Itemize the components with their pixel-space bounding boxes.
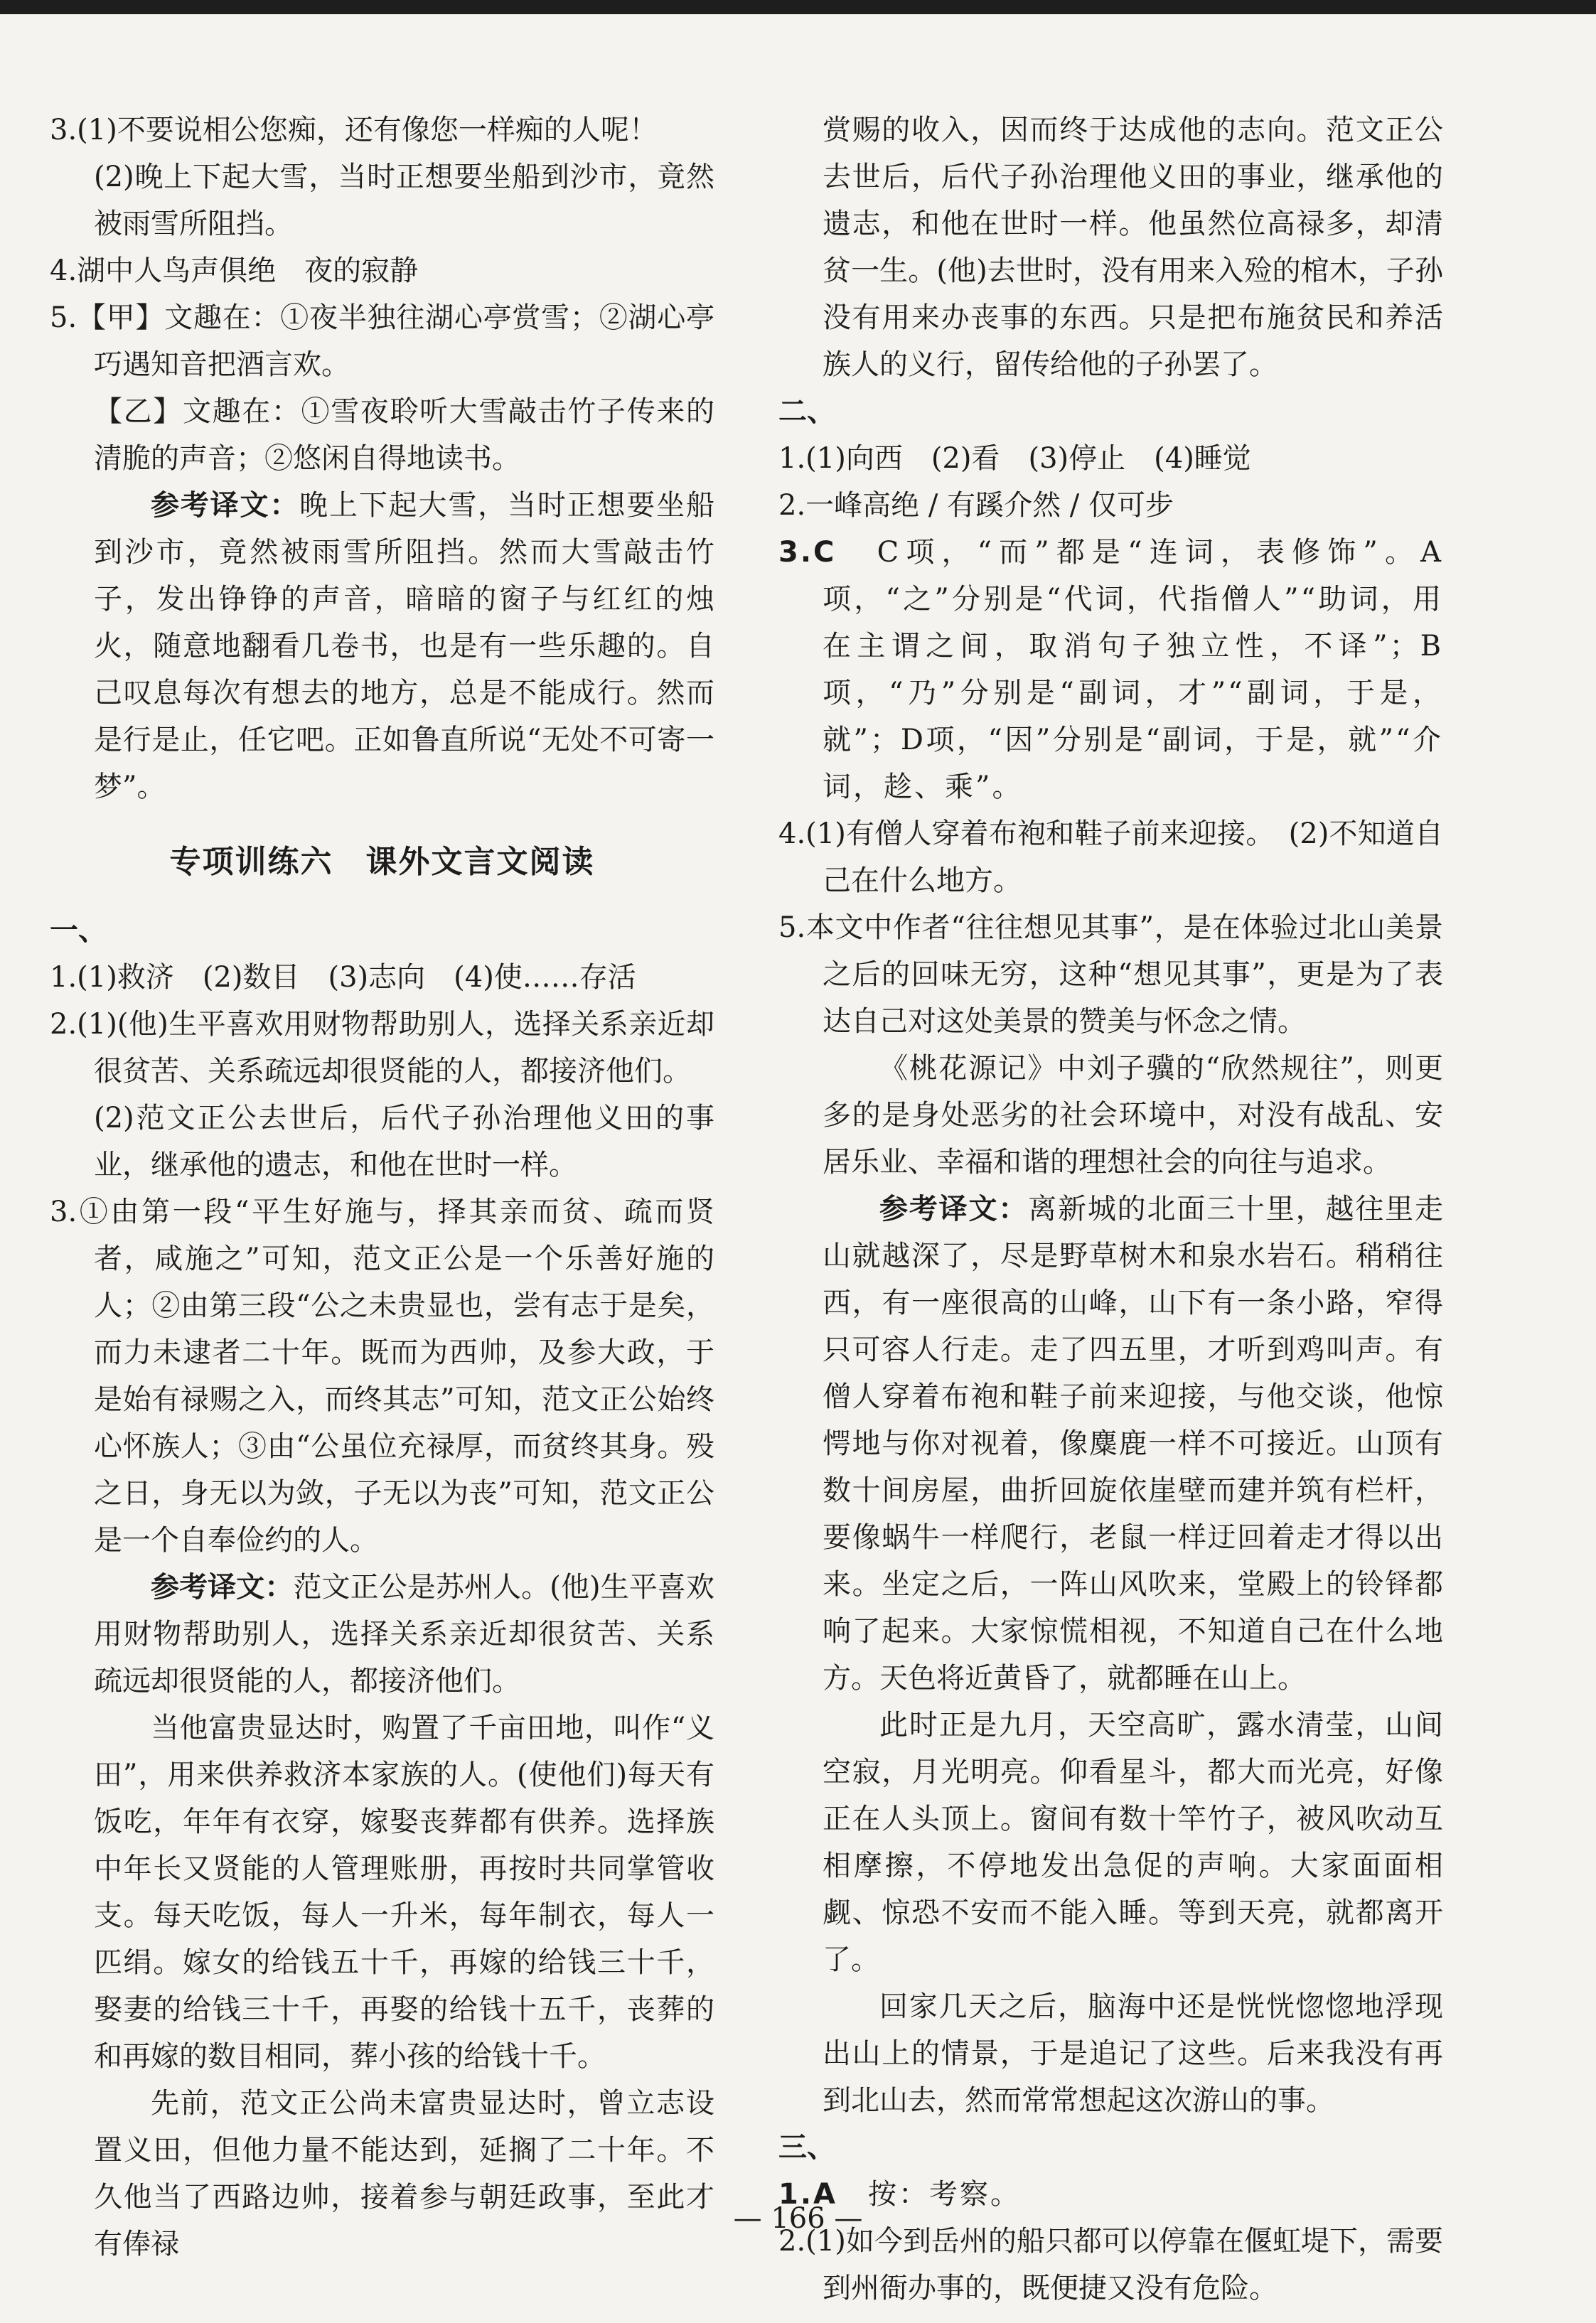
top-rule <box>0 0 1596 14</box>
left-column <box>50 107 714 2268</box>
s1-answer-2-1: 2.(1)(他)生平喜欢用财物帮助别人，选择关系亲近却很贫苦、关系疏远却很贤能的人，都接济他们。 <box>50 1008 714 1088</box>
answer-choice: 1.A <box>778 2178 837 2211</box>
s2-answer-4: 4.(1)有僧人穿着布袍和鞋子前来迎接。 (2)不知道自己在什么地方。 <box>778 817 1443 897</box>
answer-4: 4.湖中人鸟声俱绝 夜的寂静 <box>50 254 419 287</box>
s3-answer-2: 2.(1)如今到岳州的船只都可以停靠在偃虹堤下，需要到州衙办事的，既便捷又没有危险。 <box>778 2225 1443 2305</box>
right-column <box>778 107 1443 2312</box>
translation-label: 参考译文： <box>879 1193 1029 1225</box>
section-two-label: 二、 <box>778 395 835 428</box>
translation-1 <box>50 482 714 810</box>
translation-2-p1 <box>50 1564 714 1705</box>
translation-2-p2: 当他富贵显达时，购置了千亩田地，叫作“义田”，用来供养救济本家族的人。(使他们)每天有饭吃，年年有衣穿，嫁娶丧葬都有供养。选择族中年长又贤能的人管理账册，再按时共同掌管收支。每天吃饭，每人一升米，每年制衣，每人一匹绢。嫁女的给钱五十千，再嫁的给钱三十千，娶妻的给钱三十千，再娶的给钱十五千，丧葬的和再嫁的数目相同，葬小孩的给钱十千。 <box>94 1712 714 2073</box>
s1-answer-2-2: (2)范文正公去世后，后代子孙治理他义田的事业，继承他的遗志，和他在世时一样。 <box>94 1102 714 1181</box>
s1-answer-1: 1.(1)救济 (2)数目 (3)志向 (4)使……存活 <box>50 961 636 994</box>
answer-explanation: 按：考察。 <box>867 2178 1021 2211</box>
section-one-label: 一、 <box>50 914 107 947</box>
answer-3-2: (2)晚上下起大雪，当时正想要坐船到沙市，竟然被雨雪所阻挡。 <box>94 161 714 240</box>
translation-label: 参考译文： <box>151 1571 294 1604</box>
translation-text: 离新城的北面三十里，越往里走山就越深了，尽是野草树木和泉水岩石。稍稍往西，有一座很高的山峰，山下有一条小路，窄得只可容人行走。走了四五里，才听到鸡叫声。有僧人穿着布袍和鞋子前来迎接，与他交谈，他惊愕地与你对视着，像麋鹿一样不可接近。山顶有数十间房屋，曲折回旋依崖壁而建并筑有栏杆，要像蜗牛一样爬行，老鼠一样迂回着走才得以出来。坐定之后，一阵山风吹来，堂殿上的铃铎都响了起来。大家惊慌相视，不知道自己在什么地方。天色将近黄昏了，就都睡在山上。 <box>823 1193 1444 1695</box>
answer-5-yi: 【乙】文趣在：①雪夜聆听大雪敲击竹子传来的清脆的声音；②悠闲自得地读书。 <box>94 395 714 475</box>
translation-label: 参考译文： <box>151 489 300 522</box>
translation-3-p3: 回家几天之后，脑海中还是恍恍惚惚地浮现出山上的情景，于是追记了这些。后来我没有再到北山去，然而常常想起这次游山的事。 <box>823 1990 1443 2117</box>
page-number: — 166 — <box>733 2202 863 2235</box>
translation-3-p2: 此时正是九月，天空高旷，露水清莹，山间空寂，月光明亮。仰看星斗，都大而光亮，好像正在人头顶上。窗间有数十竿竹子，被风吹动互相摩擦，不停地发出急促的声响。大家面面相觑、惊恐不安而不能入睡。等到天亮，就都离开了。 <box>823 1709 1443 1976</box>
answer-3-1: 3.(1)不要说相公您痴，还有像您一样痴的人呢！ <box>50 114 658 146</box>
section-heading: 专项训练六 课外文言文阅读 <box>169 844 595 880</box>
section-three-label: 三、 <box>778 2131 835 2164</box>
translation-2-p3: 先前，范文正公尚未富贵显达时，曾立志设置义田，但他力量不能达到，延搁了二十年。不久他当了西路边帅，接着参与朝廷政事，至此才有俸禄 <box>94 2087 714 2260</box>
translation-3-p1 <box>778 1186 1443 1702</box>
s2-answer-3 <box>778 529 1443 810</box>
translation-2-continued: 赏赐的收入，因而终于达成他的志向。范文正公去世后，后代子孙治理他义田的事业，继承他的遗志，和他在世时一样。他虽然位高禄多，却清贫一生。(他)去世时，没有用来入殓的棺木，子孙没有用来办丧事的东西。只是把布施贫民和养活族人的义行，留传给他的子孙罢了。 <box>823 114 1443 381</box>
translation-text: 范文正公是苏州人。(他)生平喜欢用财物帮助别人，选择关系亲近却很贫苦、关系疏远却很贤能的人，都接济他们。 <box>94 1571 714 1697</box>
answer-choice: 3.C <box>778 536 837 569</box>
s2-answer-1: 1.(1)向西 (2)看 (3)停止 (4)睡觉 <box>778 442 1251 475</box>
s2-answer-2: 2.一峰高绝 / 有蹊介然 / 仅可步 <box>778 489 1174 522</box>
s2-answer-5-p1: 5.本文中作者“往往想见其事”，是在体验过北山美景之后的回味无穷，这种“想见其事”，更是为了表达自己对这处美景的赞美与怀念之情。 <box>778 911 1443 1038</box>
answer-5-jia: 5.【甲】文趣在：①夜半独往湖心亭赏雪；②湖心亭巧遇知音把酒言欢。 <box>50 301 714 381</box>
answer-explanation: C项，“而”都是“连词，表修饰”。A项，“之”分别是“代词，代指僧人”“助词，用在主谓之间，取消句子独立性，不译”；B项，“乃”分别是“副词，才”“副词，于是，就”；D项，“因”分别是“副词，于是，就”“介词，趁、乘”。 <box>823 536 1443 803</box>
s2-answer-5-p2: 《桃花源记》中刘子骥的“欣然规往”，则更多的是身处恶劣的社会环境中，对没有战乱、安居乐业、幸福和谐的理想社会的向往与追求。 <box>823 1052 1443 1179</box>
translation-text: 晚上下起大雪，当时正想要坐船到沙市，竟然被雨雪所阻挡。然而大雪敲击竹子，发出铮铮的声音，暗暗的窗子与红红的烛火，随意地翻看几卷书，也是有一些乐趣的。自己叹息每次有想去的地方，总是不能成行。然而是行是止，任它吧。正如鲁直所说“无处不可寄一梦”。 <box>94 489 715 803</box>
s1-answer-3: 3.①由第一段“平生好施与，择其亲而贫、疏而贤者，咸施之”可知，范文正公是一个乐善好施的人；②由第三段“公之未贵显也，尝有志于是矣，而力未逮者二十年。既而为西帅，及参大政，于是始有禄赐之入，而终其志”可知，范文正公始终心怀族人；③由“公虽位充禄厚，而贫终其身。殁之日，身无以为敛，子无以为丧”可知，范文正公是一个自奉俭约的人。 <box>50 1196 714 1557</box>
